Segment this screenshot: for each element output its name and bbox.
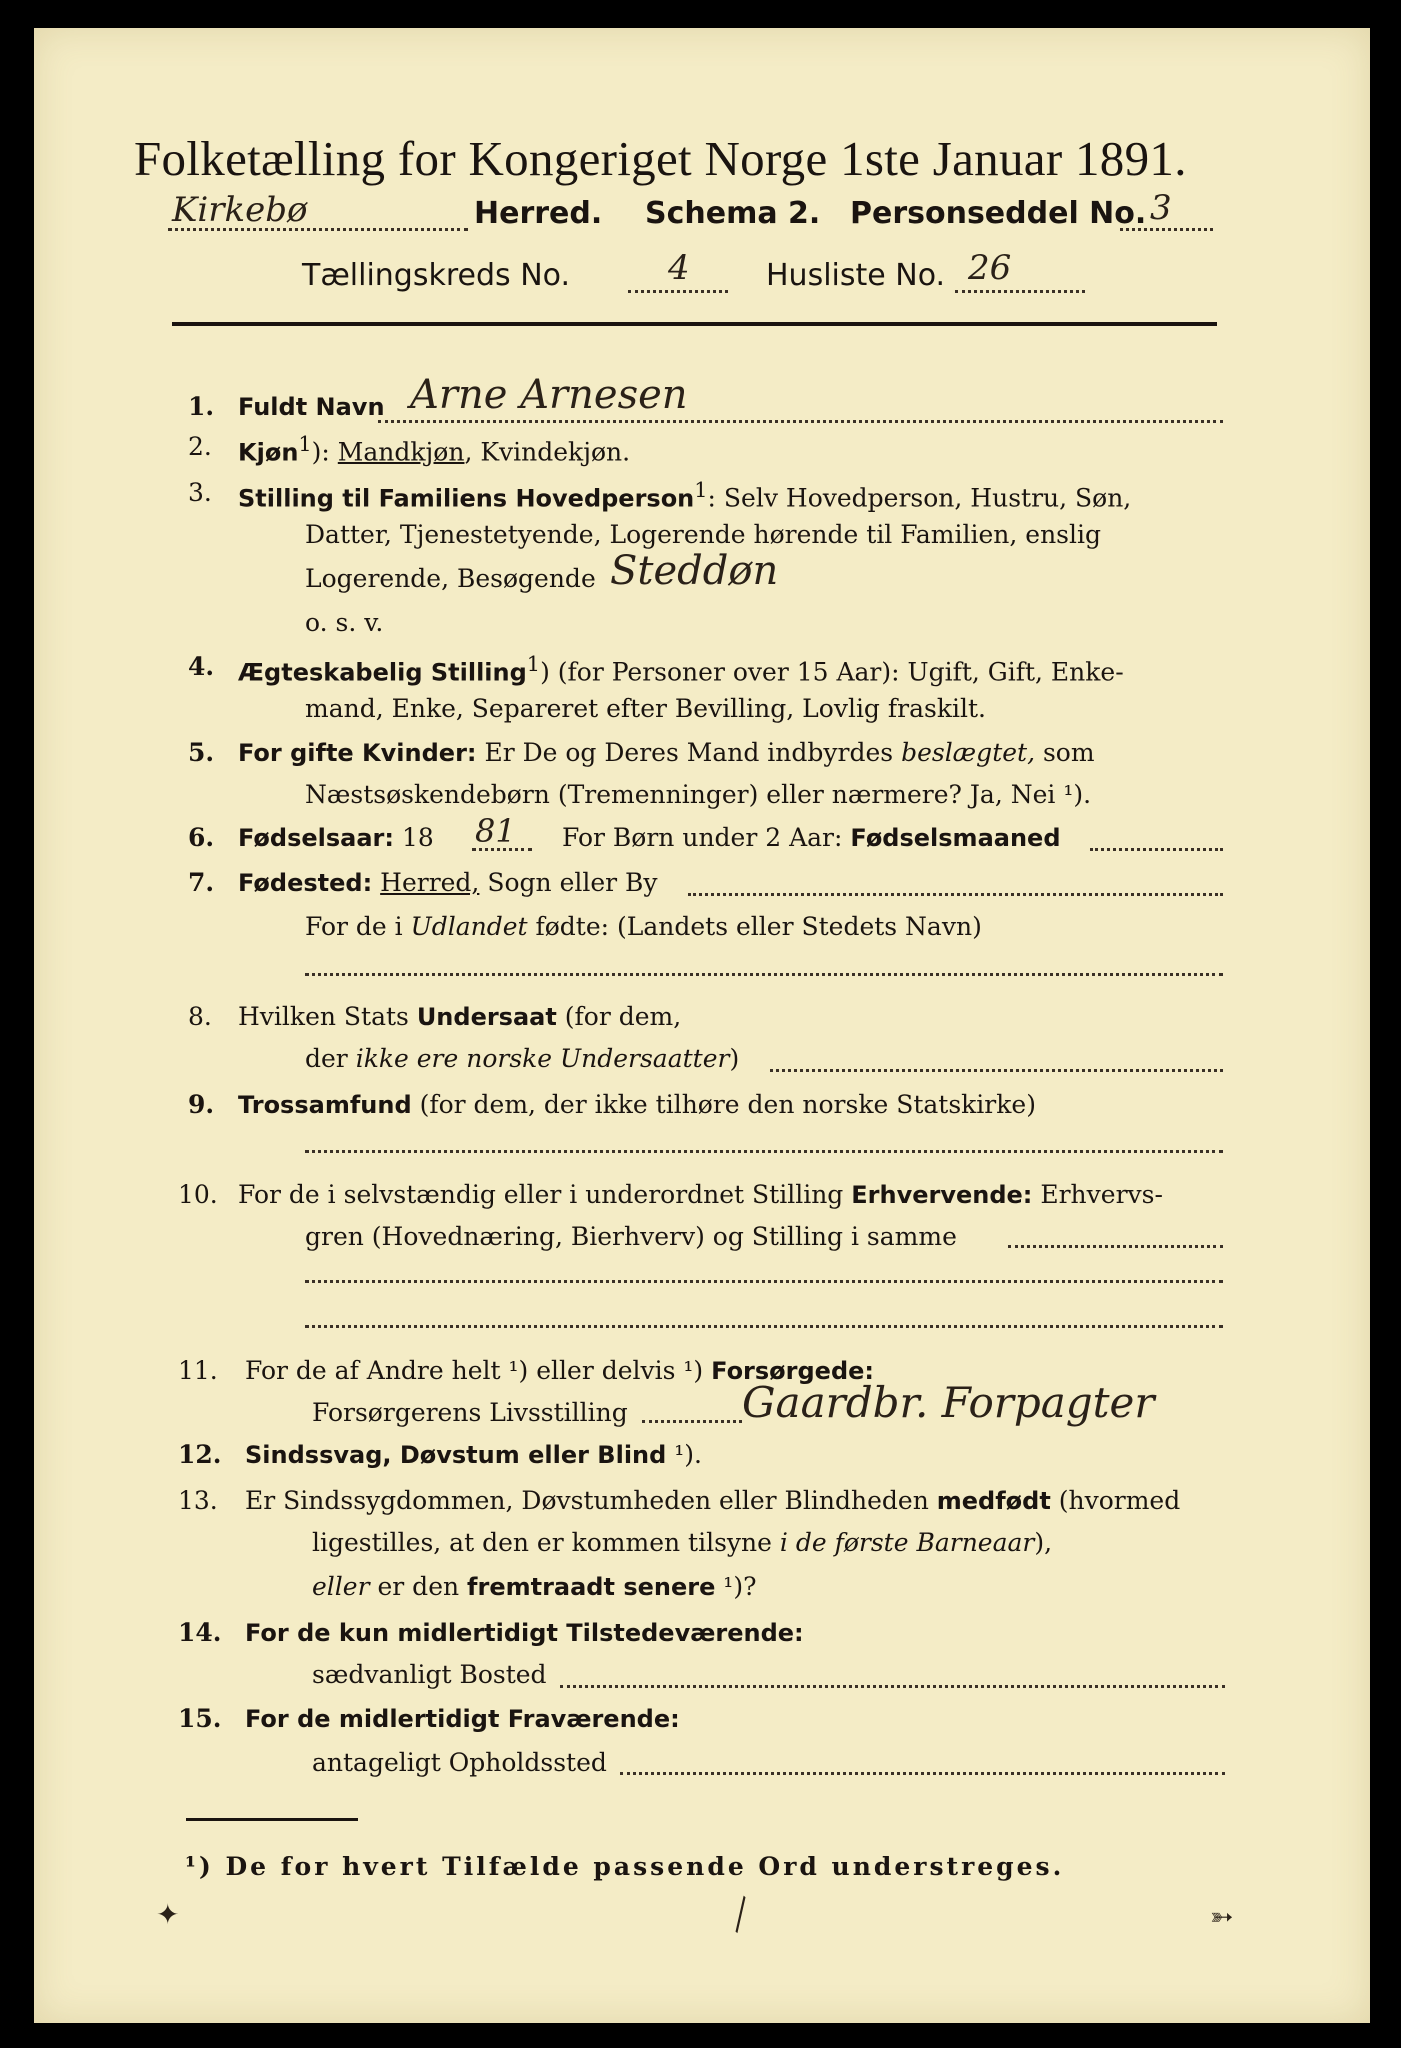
footnote-rule xyxy=(186,1818,358,1821)
q2-label: Kjøn xyxy=(238,438,299,467)
q6-year-answer: 81 xyxy=(475,812,516,850)
q6-label-fodselsmaaned: Fødselsmaaned xyxy=(850,824,1061,852)
q7-option-sogn-by: Sogn eller By xyxy=(479,868,658,897)
taellingskreds-value: 4 xyxy=(668,248,690,288)
q7-dotted-line xyxy=(688,893,1223,896)
q4-number: 4. xyxy=(188,652,215,681)
q7-option-herred: Herred, xyxy=(380,868,480,897)
q7-text-udlandet: Udlandet xyxy=(410,912,528,941)
q10-label-erhvervende: Erhvervende: xyxy=(851,1181,1033,1209)
q4-options-2: mand, Enke, Separeret efter Bevilling, Lovlig fraskilt. xyxy=(305,694,986,723)
stray-mark-left-icon: ✦ xyxy=(156,1898,180,1931)
q6-year-prefix: 18 xyxy=(401,823,434,852)
q6-year-dotted-line xyxy=(472,848,532,851)
q13-text-eller: eller xyxy=(312,1572,370,1601)
q8-text-c: (for dem, xyxy=(556,1002,682,1031)
q13-line-1 xyxy=(245,1486,1180,1515)
q9-line-1 xyxy=(238,1090,1036,1119)
q14-dotted-line xyxy=(560,1685,1225,1688)
q8-text-ikke-norske: ikke ere norske Undersaatter xyxy=(355,1044,730,1073)
q5-label: For gifte Kvinder: xyxy=(238,739,477,767)
q14-label: For de kun midlertidigt Tilstedeværende: xyxy=(245,1619,804,1647)
q5-line-1 xyxy=(238,738,1095,767)
q9-label: Trossamfund xyxy=(238,1091,412,1119)
q13-text-f: er den xyxy=(369,1572,468,1601)
q12-line xyxy=(245,1440,702,1469)
q3-answer: Steddøn xyxy=(610,548,779,594)
q2-footnote-ref: 1 xyxy=(298,432,312,456)
q10-dotted-line-2 xyxy=(305,1280,1223,1283)
q7-number: 7. xyxy=(188,868,215,897)
q13-label-medfodt: medfødt xyxy=(936,1487,1051,1515)
q1-answer-name: Arne Arnesen xyxy=(410,372,688,418)
q10-line-2: gren (Hovednæring, Bierhverv) og Stilling i samme xyxy=(305,1222,957,1251)
q15-number: 15. xyxy=(178,1704,222,1733)
herred-label: Herred. xyxy=(474,196,603,231)
q2-number: 2. xyxy=(188,432,212,461)
q10-number: 10. xyxy=(178,1180,218,1209)
q11-text-a: For de af Andre helt ¹) eller delvis ¹) xyxy=(245,1356,712,1385)
q11-label-forsorgede: Forsørgede: xyxy=(711,1357,875,1385)
personseddel-value: 3 xyxy=(1150,188,1172,228)
q3-number: 3. xyxy=(188,478,212,507)
census-form-paper xyxy=(34,28,1370,2023)
q13-text-barneaar: i de første Barneaar xyxy=(779,1528,1035,1557)
q5-number: 5. xyxy=(188,738,215,767)
q6-month-dotted-line xyxy=(1090,848,1223,851)
husliste-label: Husliste No. xyxy=(766,258,946,293)
q2-option-kvindekjon: , Kvindekjøn. xyxy=(464,437,631,467)
q3-line-1 xyxy=(238,478,1131,512)
q6-mid-text xyxy=(562,823,1061,852)
q10-text-a: For de i selvstændig eller i underordnet Stilling xyxy=(238,1180,852,1209)
q8-dotted-line xyxy=(770,1069,1223,1072)
q12-label: Sindssvag, Døvstum eller Blind xyxy=(245,1441,667,1469)
q9-number: 9. xyxy=(188,1090,215,1119)
stray-mark-center-icon: ╲ xyxy=(723,1896,758,1933)
husliste-dotted-line xyxy=(955,290,1085,293)
husliste-value: 26 xyxy=(968,248,1012,288)
q2-option-mandkjon: Mandkjøn xyxy=(337,437,465,467)
q7-label: Fødested: xyxy=(238,869,373,897)
q13-text-e: ), xyxy=(1034,1528,1053,1557)
q4-label: Ægteskabelig Stilling xyxy=(238,658,527,687)
q13-footnote-ref: ¹)? xyxy=(715,1572,757,1601)
q14-number: 14. xyxy=(178,1618,222,1647)
q7-line-1 xyxy=(238,868,658,897)
q7-foreign-dotted-line xyxy=(305,973,1223,976)
q10-text-c: Erhvervs- xyxy=(1032,1180,1163,1209)
q13-label-fremtraadt: fremtraadt senere xyxy=(467,1573,716,1601)
q4-options-1: (for Personer over 15 Aar): Ugift, Gift, Enke- xyxy=(549,657,1124,687)
q11-dotted-line xyxy=(642,1420,742,1423)
q12-footnote-ref: ¹). xyxy=(666,1440,702,1469)
q2-row: Kjøn$^1$): Mandkjøn, Kvindekjøn. xyxy=(238,432,631,467)
q4-footnote-ref: 1 xyxy=(526,652,541,676)
form-title: Folketælling for Kongeriget Norge 1ste Januar 1891. xyxy=(134,131,1187,186)
q9-dotted-line xyxy=(305,1150,1223,1153)
taellingskreds-label: Tællingskreds No. xyxy=(302,258,570,293)
q13-line-2 xyxy=(312,1528,1052,1557)
q4-line-1: Ægteskabelig Stilling$^1$) (for Personer over 15 Aar): Ugift, Gift, Enke- xyxy=(238,652,1124,687)
q12-number: 12. xyxy=(178,1440,222,1469)
footnote: ¹) De for hvert Tilfælde passende Ord understreges. xyxy=(185,1852,1065,1881)
q13-line-3 xyxy=(312,1572,757,1601)
q10-dotted-line-1 xyxy=(1008,1245,1223,1248)
q7-text-a: For de i xyxy=(305,912,411,941)
q1-label: Fuldt Navn xyxy=(238,393,385,421)
q8-text-a: Hvilken Stats xyxy=(238,1002,417,1031)
q6-number: 6. xyxy=(188,823,215,852)
q3-options-1: : Selv Hovedperson, Hustru, Søn, xyxy=(707,483,1132,513)
q5-text-c: som xyxy=(1035,738,1095,767)
q13-text-d: ligestilles, at den er kommen tilsyne xyxy=(312,1528,780,1557)
q8-number: 8. xyxy=(188,1002,212,1031)
municipality-handwritten: Kirkebø xyxy=(172,190,308,230)
q8-line-2 xyxy=(305,1044,739,1073)
q11-answer: Gaardbr. Forpagter xyxy=(742,1378,1155,1427)
q3-options-3: Logerende, Besøgende xyxy=(305,564,596,593)
q13-text-a: Er Sindssygdommen, Døvstumheden eller Blindheden xyxy=(245,1486,937,1515)
q7-text-c: fødte: (Landets eller Stedets Navn) xyxy=(527,912,982,941)
q11-line-2: Forsørgerens Livsstilling xyxy=(312,1398,628,1427)
header-rule xyxy=(172,322,1217,326)
schema-label: Schema 2. xyxy=(645,196,821,231)
municipality-dotted-line xyxy=(168,228,468,231)
q10-dotted-line-3 xyxy=(305,1325,1223,1328)
q13-number: 13. xyxy=(178,1486,218,1515)
q6-row xyxy=(238,823,434,852)
q8-text-der: der xyxy=(305,1044,356,1073)
q15-dotted-line xyxy=(620,1772,1225,1775)
q3-footnote-ref: 1 xyxy=(694,478,708,502)
q1-number: 1. xyxy=(188,392,215,421)
q11-number: 11. xyxy=(178,1356,218,1385)
q3-options-4: o. s. v. xyxy=(305,608,384,637)
q3-options-2: Datter, Tjenestetyende, Logerende hørende til Familien, enslig xyxy=(305,520,1102,549)
q5-text-a: Er De og Deres Mand indbyrdes xyxy=(476,738,902,767)
q5-text-beslaegtet: beslægtet, xyxy=(901,738,1036,767)
q8-label-undersaat: Undersaat xyxy=(416,1003,557,1031)
q1-dotted-line xyxy=(378,420,1223,423)
q14-line-2: sædvanligt Bosted xyxy=(312,1660,547,1689)
q8-text-close: ) xyxy=(729,1044,740,1073)
q9-text: (for dem, der ikke tilhøre den norske Statskirke) xyxy=(411,1090,1036,1119)
q6-born-under-2: For Børn under 2 Aar: xyxy=(562,823,843,852)
q6-label: Fødselsaar: xyxy=(238,824,394,852)
q10-line-1 xyxy=(238,1180,1163,1209)
q15-line-2: antageligt Opholdssted xyxy=(312,1748,607,1777)
q13-text-c: (hvormed xyxy=(1050,1486,1181,1515)
q7-line-2 xyxy=(305,912,982,941)
personseddel-dotted-line xyxy=(1120,228,1213,231)
stray-mark-right-icon: ➳ xyxy=(1210,1900,1234,1933)
q5-line-2: Næstsøskendebørn (Tremenninger) eller nærmere? Ja, Nei ¹). xyxy=(305,780,1092,809)
q15-label: For de midlertidigt Fraværende: xyxy=(245,1705,680,1733)
personseddel-label: Personseddel No. xyxy=(850,196,1147,231)
q8-line-1 xyxy=(238,1002,681,1031)
taellingskreds-dotted-line xyxy=(628,290,728,293)
q3-label: Stilling til Familiens Hovedperson xyxy=(238,484,695,513)
